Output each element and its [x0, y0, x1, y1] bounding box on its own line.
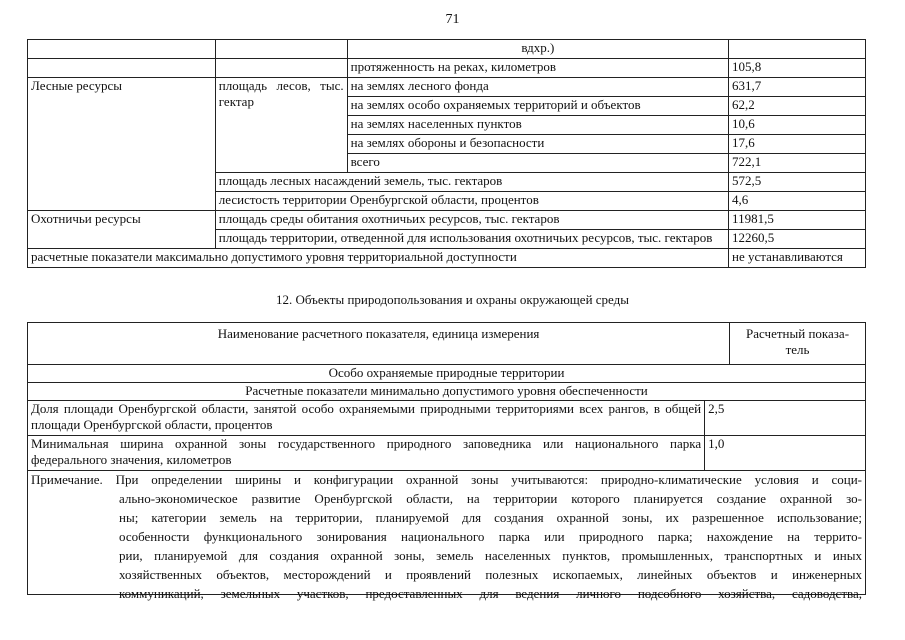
page-number: 71 — [445, 12, 460, 27]
table-cell: площадь среды обитания охотничьих ресурсов, тыс. гектаров — [215, 211, 728, 230]
table-cell: Минимальная ширина охранной зоны государственного природного заповедника или национального парка федерального значения, километров — [28, 436, 705, 471]
note-line: ны; категории земель на территории, планируемой для создания охранной зоны, их разрешенное использование; — [119, 510, 862, 525]
table-row — [28, 59, 866, 78]
table-cell: 631,7 — [729, 78, 866, 97]
table-cell: 572,5 — [729, 173, 866, 192]
table-row — [28, 401, 866, 436]
table-cell: Доля площади Оренбургской области, занятой особо охраняемыми природными территориями всех рангов, в общей площади Оренбургской области, процентов — [28, 401, 705, 436]
table-cell: на землях лесного фонда — [347, 78, 728, 97]
protected-areas-table — [27, 322, 866, 471]
table-cell — [729, 40, 866, 59]
header-value-line: тель — [785, 342, 810, 357]
table-cell: 10,6 — [729, 116, 866, 135]
header-value-cell — [730, 323, 866, 365]
table-cell: лесистость территории Оренбургской области, процентов — [215, 192, 728, 211]
table-cell — [215, 59, 347, 78]
note-line — [31, 470, 862, 489]
table-cell: на землях населенных пунктов — [347, 116, 728, 135]
note-text: При определении ширины и конфигурации охранной зоны учитываются: природно-климатические условия и соци- — [115, 472, 862, 487]
hunting-category: Охотничьи ресурсы — [28, 211, 216, 249]
table-cell: 17,6 — [729, 135, 866, 154]
table-cell: 1,0 — [705, 436, 866, 471]
table-row — [28, 211, 866, 230]
table-cell: 11981,5 — [729, 211, 866, 230]
header-value-line: Расчетный показа- — [746, 326, 850, 341]
table-cell: 105,8 — [729, 59, 866, 78]
table-row — [28, 383, 866, 401]
table-cell — [215, 40, 347, 59]
note-line: хозяйственных объектов, месторождений и проявлений полезных ископаемых, линейных объектов и инженерных — [119, 567, 862, 582]
table-cell: 12260,5 — [729, 230, 866, 249]
note-line: ально-экономическое развитие Оренбургской области, на территории которого планируется создание охранной зо- — [119, 491, 862, 506]
note-line: коммуникаций, земельных участков, предоставленных для ведения личного подсобного хозяйства, садоводства, — [119, 586, 862, 601]
table-cell: 2,5 — [705, 401, 866, 436]
table-cell: площадь лесных насаждений земель, тыс. гектаров — [215, 173, 728, 192]
note-label: Примечание. — [31, 472, 103, 487]
table-cell: протяженность на реках, километров — [347, 59, 728, 78]
table-row — [28, 365, 866, 383]
note-line: рии, планируемой для создания охранной зоны, земель населенных пунктов, промышленных, транспортных и иных — [119, 548, 862, 563]
table-cell: 722,1 — [729, 154, 866, 173]
resources-table — [27, 39, 866, 268]
table-cell: расчетные показатели максимально допустимого уровня территориальной доступности — [28, 249, 729, 268]
note-block — [27, 465, 866, 601]
forest-category: Лесные ресурсы — [28, 78, 216, 211]
table-cell: 62,2 — [729, 97, 866, 116]
table-cell — [28, 59, 216, 78]
table-cell: на землях особо охраняемых территорий и объектов — [347, 97, 728, 116]
group-title: Особо охраняемые природные территории — [28, 365, 866, 383]
table-cell: 4,6 — [729, 192, 866, 211]
forest-area-param: площадь лесов, тыс. гектар — [215, 78, 347, 173]
table-row — [28, 40, 866, 59]
table-cell: на землях обороны и безопасности — [347, 135, 728, 154]
subgroup-title: Расчетные показатели минимально допустимого уровня обеспеченности — [28, 383, 866, 401]
note-line: особенности функционального зонирования национального парка или природного парка; нахождение на террито- — [119, 529, 862, 544]
table-row — [28, 249, 866, 268]
header-name-cell: Наименование расчетного показателя, единица измерения — [28, 323, 730, 365]
section-title: 12. Объекты природопользования и охраны окружающей среды — [275, 292, 629, 307]
table-cell — [28, 40, 216, 59]
table-cell: всего — [347, 154, 728, 173]
table-cell: не устанавливаются — [729, 249, 866, 268]
table-cell: площадь территории, отведенной для использования охотничьих ресурсов, тыс. гектаров — [215, 230, 728, 249]
table-cell: вдхр.) — [347, 40, 728, 59]
table-header-row — [28, 323, 866, 365]
table-row — [28, 78, 866, 97]
